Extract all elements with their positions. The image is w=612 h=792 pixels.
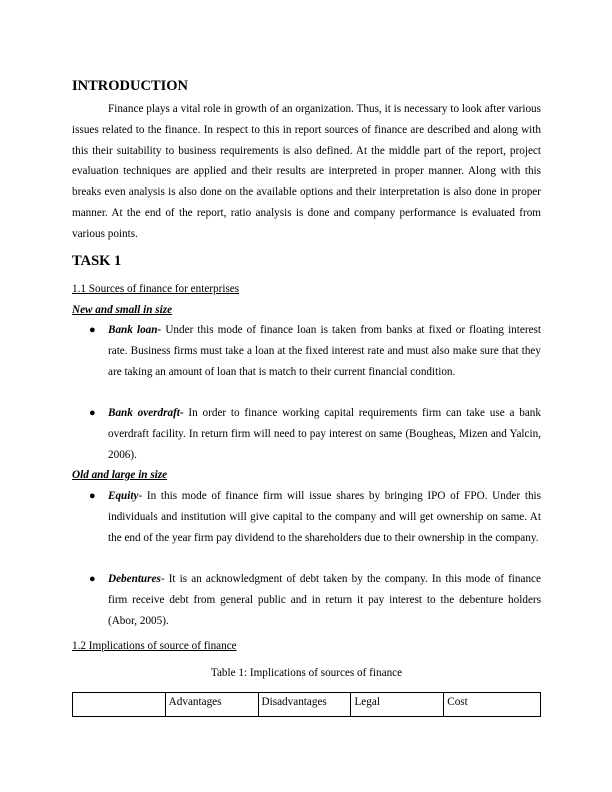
list-item-debentures xyxy=(72,569,541,631)
equity-term: Equity xyxy=(108,490,139,502)
bank-loan-term: Bank loan- xyxy=(108,324,162,336)
table-header-cell: Cost xyxy=(444,693,541,717)
intro-heading: INTRODUCTION xyxy=(72,78,189,94)
overdraft-text: In order to finance working capital requirements firm can take use a bank overdraft facility. In return firm will need to pay interest on same (Bougheas, Mizen and Yalcin, 2006). xyxy=(108,407,541,461)
table-header-row xyxy=(73,693,541,717)
list-item-equity xyxy=(72,486,541,548)
small-size-heading: New and small in size xyxy=(72,304,173,316)
table-header-cell: Legal xyxy=(351,693,444,717)
section-1-1-heading: 1.1 Sources of finance for enterprises xyxy=(72,283,240,295)
table-caption: Table 1: Implications of sources of finance xyxy=(210,667,403,679)
section-1-2-heading: 1.2 Implications of source of finance xyxy=(72,640,237,652)
bullet-icon: ● xyxy=(89,324,96,336)
implications-table xyxy=(72,692,541,717)
intro-paragraph: Finance plays a vital role in growth of an organization. Thus, it is necessary to look after various issues related to the finance. In respect to this in report sources of finance are described and along with this their suitability to business requirements is also defined. At the middle part of the report, project evaluation techniques are applied and their results are interpreted in proper manner. Along with this breaks even analysis is also done on the available options and their interpretation is also done in proper manner. At the end of the report, ratio analysis is done and company performance is evaluated from various points. xyxy=(72,103,541,240)
bullet-icon: ● xyxy=(89,490,96,502)
debentures-text: - It is an acknowledgment of debt taken by the company. In this mode of finance firm receive debt from general public and in return it pay interest to the debenture holders (Abor, 2005). xyxy=(108,573,541,627)
list-item-bank-overdraft xyxy=(72,403,541,465)
equity-text: - In this mode of finance firm will issue shares by bringing IPO of FPO. Under this individuals and institution will give capital to the company and will get ownership on same. At the end of the year firm pay dividend to the shareholders due to their ownership in the company. xyxy=(108,490,541,544)
table-header-cell: Advantages xyxy=(165,693,258,717)
task1-heading: TASK 1 xyxy=(72,253,122,269)
table-header-cell xyxy=(73,693,166,717)
overdraft-term: Bank overdraft- xyxy=(108,407,184,419)
debentures-term: Debentures xyxy=(108,573,161,585)
list-item-bank-loan xyxy=(72,320,541,382)
table-header-cell: Disadvantages xyxy=(258,693,351,717)
bank-loan-text: Under this mode of finance loan is taken from banks at fixed or floating interest rate. Business firms must take a loan at the fixed interest rate and must also make sure that they are taking an amount of loan that is match to their current financial condition. xyxy=(108,324,541,378)
large-size-heading: Old and large in size xyxy=(72,469,168,481)
bullet-icon: ● xyxy=(89,573,96,585)
bullet-icon: ● xyxy=(89,407,96,419)
